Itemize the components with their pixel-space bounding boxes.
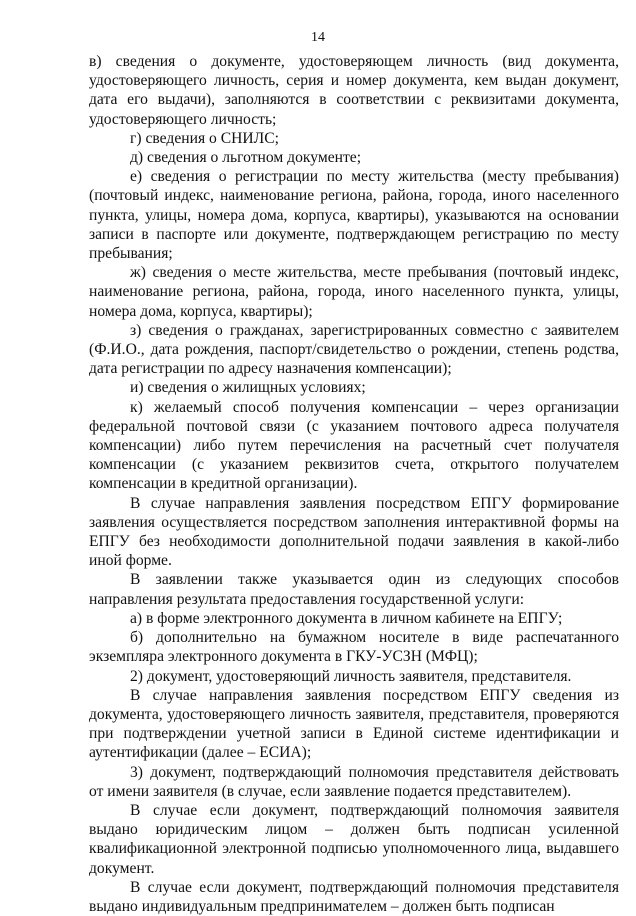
paragraph-g-snils: г) сведения о СНИЛС; bbox=[130, 129, 279, 147]
paragraph-i-housing: и) сведения о жилищных условиях; bbox=[130, 379, 366, 397]
paragraph-b-paper: б) дополнительно на бумажном носителе в виде распечатанного экземпляра электронного документа в ГКУ-УСЗН (МФЦ); bbox=[89, 629, 619, 666]
page-number: 14 bbox=[311, 30, 325, 45]
document-body bbox=[89, 52, 619, 916]
paragraph-3-authority: 3) документ, подтверждающий полномочия представителя действовать от имени заявителя (в случае, если заявление подается представителем). bbox=[89, 763, 619, 800]
paragraph-zh-residence: ж) сведения о месте жительства, месте пребывания (почтовый индекс, наименование региона, района, города, иного населенного пункта, улицы, номера дома, корпуса, квартиры); bbox=[89, 264, 619, 320]
paragraph-k-payment-method: к) желаемый способ получения компенсации – через организации федеральной почтовой связи (с указанием почтового адреса получателя компенсации) либо путем перечисления на расчетный счет получателя компенсации (с указанием реквизитов счета, открытого получателем компенсации в кредитной организации). bbox=[89, 398, 619, 493]
paragraph-a-electronic: а) в форме электронного документа в личном кабинете на ЕПГУ; bbox=[130, 609, 563, 627]
paragraph-2-identity: 2) документ, удостоверяющий личность заявителя, представителя. bbox=[130, 667, 572, 685]
paragraph-v-identity-document: в) сведения о документе, удостоверяющем личность (вид документа, удостоверяющего личность, серия и номер документа, кем выдан документ, дата его выдачи), заполняются в соответствии с реквизитами документа, удостоверяющего личность; bbox=[89, 53, 619, 128]
paragraph-d-benefit-document: д) сведения о льготном документе; bbox=[130, 149, 362, 167]
paragraph-e-registration: е) сведения о регистрации по месту жительства (месту пребывания) (почтовый индекс, наименование региона, района, города, иного населенного пункта, улицы, номера дома, корпуса, квартиры), указываются на основании записи в паспорте или документе, подтверждающем регистрацию по месту пребывания; bbox=[89, 168, 619, 263]
paragraph-entrepreneur: В случае если документ, подтверждающий полномочия представителя выдано индивидуальным предпринимателем – должен быть подписан bbox=[89, 878, 619, 915]
paragraph-z-co-registered: з) сведения о гражданах, зарегистрированных совместно с заявителем (Ф.И.О., дата рождения, паспорт/свидетельство о рождении, степень родства, дата регистрации по адресу назначения компенсации); bbox=[89, 321, 619, 378]
paragraph-epgu-form: В случае направления заявления посредством ЕПГУ формирование заявления осуществляется посредством заполнения интерактивной формы на ЕПГУ без необходимости дополнительной подачи заявления в какой-либо иной форме. bbox=[89, 494, 619, 570]
paragraph-legal-entity: В случае если документ, подтверждающий полномочия заявителя выдано юридическим лицом – должен быть подписан усиленной квалификационной электронной подписью уполномоченного лица, выдавшего документ. bbox=[89, 801, 619, 877]
paragraph-result-delivery: В заявлении также указывается один из следующих способов направления результата предоставления государственной услуги: bbox=[89, 571, 619, 608]
paragraph-esia: В случае направления заявления посредством ЕПГУ сведения из документа, удостоверяющего личность заявителя, представителя, проверяются при подтверждении учетной записи в Единой системе идентификации и аутентификации (далее – ЕСИА); bbox=[89, 686, 619, 762]
